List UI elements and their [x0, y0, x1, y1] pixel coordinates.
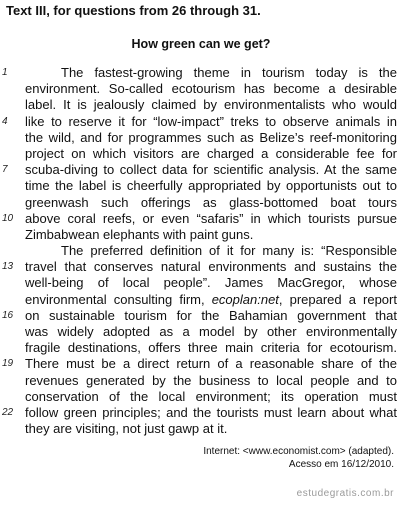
text-line: the wild, and for programmes such as Belize’s reef-monitoring	[25, 129, 397, 145]
text-line: well-being of local people”. James MacGregor, whose	[25, 275, 397, 291]
text-line: The fastest-growing theme in tourism today is the	[61, 65, 397, 80]
line-number: 1	[2, 67, 8, 78]
line-number: 7	[2, 164, 8, 176]
site-watermark: estudegratis.com.br	[296, 488, 394, 499]
line-number	[2, 227, 18, 243]
line-number	[2, 146, 18, 162]
line-number	[2, 178, 18, 194]
line-number	[2, 97, 18, 113]
article-title: How green can we get?	[131, 37, 271, 51]
text-line: project on which visitors are charged a considerable fee for	[25, 145, 397, 161]
line-number	[2, 324, 18, 340]
text-line: revenues generated by the business to local people and to	[25, 372, 397, 388]
text-line: on sustainable tourism for the Bahamian government that	[25, 307, 397, 323]
line-number	[2, 421, 18, 437]
text-line: time the label is cheerfully appropriated by opportunists out to	[25, 178, 397, 194]
line-number	[2, 243, 18, 259]
line-number	[2, 389, 18, 405]
line-number: 4	[2, 115, 8, 127]
line-number	[2, 340, 18, 356]
text-line: The preferred definition of it for many is: “Responsible	[61, 243, 397, 259]
line-number	[2, 81, 18, 97]
line-number: 22	[2, 406, 14, 418]
text-line: follow green principles; and the tourists must learn about what	[25, 404, 397, 420]
source-line: Internet: <www.economist.com> (adapted).	[203, 446, 394, 457]
line-number	[2, 275, 18, 291]
text-line: scuba-diving to collect data for scientific analysis. At the same	[25, 162, 397, 178]
text-line: like to reserve it for “low-impact” treks to observe animals in	[25, 113, 397, 129]
line-number	[2, 195, 18, 211]
text-line: conservation of the local environment; its operation must	[25, 388, 397, 404]
line-number: 16	[2, 309, 14, 321]
text-line: environment. So-called ecotourism has become a desirable	[25, 81, 397, 97]
firm-name: ecoplan:net	[211, 291, 279, 307]
article-body	[25, 65, 397, 437]
text-line: was widely adopted as a model by other environmentally	[25, 324, 397, 339]
question-heading: Text III, for questions from 26 through 31.	[6, 3, 261, 18]
text-line: label. It is jealously claimed by environmentalists who would	[25, 97, 397, 113]
line-number	[2, 373, 18, 389]
line-number: 19	[2, 358, 14, 370]
line-number-column	[2, 65, 18, 437]
text-line: environmental consulting firm, ecoplan:net, prepared a report	[25, 291, 397, 307]
text-line: greenwash such offerings as glass-bottomed boat tours	[25, 194, 397, 210]
line-number	[2, 292, 18, 308]
text-line: they are visiting, not just gawp at it.	[25, 421, 228, 437]
text-line: Zimbabwean elephants with paint guns.	[25, 226, 254, 242]
line-number	[2, 130, 18, 146]
line-number: 10	[2, 212, 14, 224]
source-citation	[203, 445, 394, 471]
text-line: fragile destinations, offers three main criteria for ecotourism.	[25, 340, 397, 356]
line-number: 13	[2, 261, 14, 273]
text-line: There must be a direct return of a reasonable share of the	[25, 356, 397, 372]
text-line: above coral reefs, or even “safaris” in which tourists pursue	[25, 210, 397, 226]
access-date: Acesso em 16/12/2010.	[288, 459, 394, 470]
text-line: travel that conserves natural environments and sustains the	[25, 259, 397, 275]
